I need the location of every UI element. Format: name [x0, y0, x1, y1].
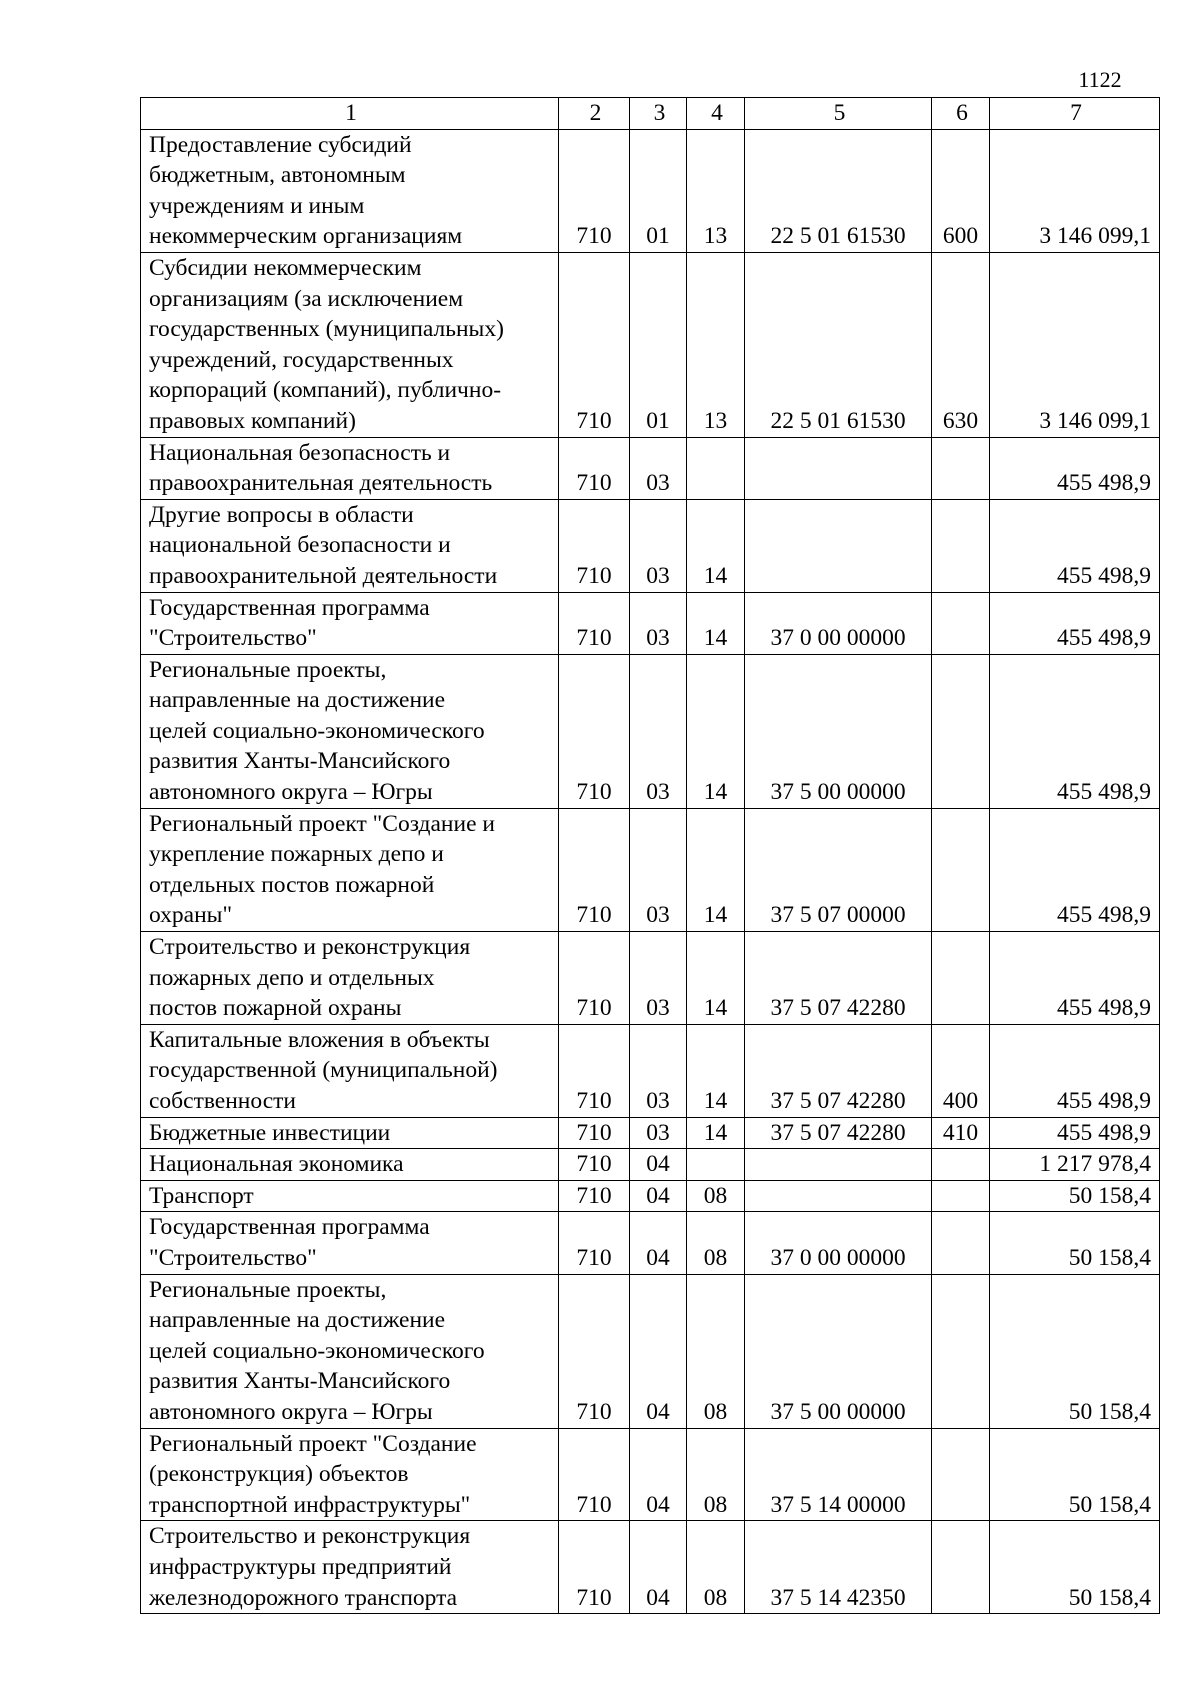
item-name-line: развития Ханты-Мансийского	[149, 748, 451, 775]
cell-item-name	[141, 1274, 559, 1428]
cell-amount: 455 498,9	[990, 592, 1160, 654]
cell-target-article	[745, 1180, 932, 1212]
table-row	[141, 654, 1160, 808]
cell-subsection-code: 14	[687, 932, 745, 1025]
table-row	[141, 592, 1160, 654]
item-name-line: Строительство и реконструкция	[149, 934, 471, 961]
cell-ministry-code: 710	[559, 654, 630, 808]
item-name-line: Государственная программа	[149, 1214, 430, 1241]
cell-subsection-code: 08	[687, 1274, 745, 1428]
cell-expense-type	[932, 499, 990, 592]
table-row	[141, 1180, 1160, 1212]
table-row	[141, 252, 1160, 437]
item-name-line: укрепление пожарных депо и	[149, 841, 444, 868]
item-name-line: правовых компаний)	[149, 407, 356, 434]
cell-section-code: 01	[630, 129, 687, 252]
item-name-line: Субсидии некоммерческим	[149, 254, 422, 281]
cell-target-article: 37 5 14 00000	[745, 1428, 932, 1521]
cell-ministry-code: 710	[559, 1428, 630, 1521]
item-name-line: организациям (за исключением	[149, 285, 464, 312]
cell-ministry-code: 710	[559, 129, 630, 252]
cell-ministry-code: 710	[559, 499, 630, 592]
column-header: 6	[932, 98, 990, 130]
column-header: 1	[141, 98, 559, 130]
column-header: 3	[630, 98, 687, 130]
item-name-line: "Строительство"	[149, 625, 317, 652]
cell-ministry-code: 710	[559, 808, 630, 931]
cell-subsection-code: 13	[687, 252, 745, 437]
cell-ministry-code: 710	[559, 1149, 630, 1181]
cell-ministry-code: 710	[559, 252, 630, 437]
item-name-line: учреждений, государственных	[149, 346, 454, 373]
item-name-line: постов пожарной охраны	[149, 995, 402, 1022]
cell-expense-type	[932, 1428, 990, 1521]
cell-target-article	[745, 1149, 932, 1181]
cell-amount: 50 158,4	[990, 1521, 1160, 1614]
item-name-line: автономного округа – Югры	[149, 779, 433, 806]
cell-item-name	[141, 129, 559, 252]
cell-expense-type: 600	[932, 129, 990, 252]
cell-amount: 455 498,9	[990, 808, 1160, 931]
cell-expense-type	[932, 1212, 990, 1274]
cell-expense-type: 630	[932, 252, 990, 437]
cell-amount: 1 217 978,4	[990, 1149, 1160, 1181]
cell-amount: 50 158,4	[990, 1274, 1160, 1428]
item-name-line: транспортной инфраструктуры"	[149, 1491, 471, 1518]
cell-target-article: 37 5 00 00000	[745, 654, 932, 808]
cell-target-article: 37 0 00 00000	[745, 1212, 932, 1274]
item-name-line: правоохранительной деятельности	[149, 562, 498, 589]
cell-section-code: 03	[630, 932, 687, 1025]
item-name-line: учреждениям и иным	[149, 192, 365, 219]
cell-section-code: 03	[630, 437, 687, 499]
item-name-line: бюджетным, автономным	[149, 162, 406, 189]
table-row	[141, 437, 1160, 499]
cell-item-name	[141, 1212, 559, 1274]
page-number: 1122	[1078, 67, 1122, 92]
item-name-line: направленные на достижение	[149, 1307, 446, 1334]
cell-expense-type	[932, 808, 990, 931]
table-row	[141, 499, 1160, 592]
item-name-line: корпораций (компаний), публично-	[149, 377, 502, 404]
cell-subsection-code	[687, 1149, 745, 1181]
cell-section-code: 04	[630, 1212, 687, 1274]
cell-expense-type	[932, 1521, 990, 1614]
table-row	[141, 1024, 1160, 1117]
cell-amount: 455 498,9	[990, 1117, 1160, 1149]
item-name-line: инфраструктуры предприятий	[149, 1553, 452, 1580]
cell-amount: 50 158,4	[990, 1428, 1160, 1521]
table-row	[141, 1212, 1160, 1274]
cell-section-code: 04	[630, 1149, 687, 1181]
cell-section-code: 03	[630, 592, 687, 654]
cell-item-name	[141, 654, 559, 808]
item-name-line: некоммерческим организациям	[149, 223, 463, 250]
cell-subsection-code: 14	[687, 592, 745, 654]
cell-section-code: 03	[630, 1024, 687, 1117]
cell-target-article: 37 5 07 42280	[745, 1117, 932, 1149]
item-name-line: Национальная экономика	[149, 1151, 404, 1178]
table-row	[141, 1149, 1160, 1181]
cell-item-name	[141, 252, 559, 437]
column-header: 4	[687, 98, 745, 130]
cell-subsection-code: 14	[687, 1117, 745, 1149]
cell-item-name	[141, 1149, 559, 1181]
cell-item-name	[141, 437, 559, 499]
item-name-line: национальной безопасности и	[149, 532, 451, 559]
cell-section-code: 04	[630, 1428, 687, 1521]
cell-expense-type	[932, 437, 990, 499]
item-name-line: Региональные проекты,	[149, 656, 387, 683]
table-header-row	[141, 98, 1160, 130]
cell-expense-type	[932, 932, 990, 1025]
item-name-line: государственных (муниципальных)	[149, 316, 504, 343]
cell-target-article	[745, 499, 932, 592]
cell-ministry-code: 710	[559, 1212, 630, 1274]
cell-expense-type	[932, 1274, 990, 1428]
cell-amount: 455 498,9	[990, 437, 1160, 499]
item-name-line: "Строительство"	[149, 1244, 317, 1271]
item-name-line: Региональный проект "Создание и	[149, 810, 495, 837]
item-name-line: Региональные проекты,	[149, 1276, 387, 1303]
cell-expense-type: 410	[932, 1117, 990, 1149]
cell-target-article: 37 5 07 00000	[745, 808, 932, 931]
budget-table-body	[141, 98, 1160, 1614]
item-name-line: автономного округа – Югры	[149, 1398, 433, 1425]
table-row	[141, 129, 1160, 252]
cell-subsection-code: 14	[687, 1024, 745, 1117]
cell-amount: 455 498,9	[990, 654, 1160, 808]
cell-section-code: 04	[630, 1274, 687, 1428]
item-name-line: железнодорожного транспорта	[149, 1584, 458, 1611]
cell-ministry-code: 710	[559, 1521, 630, 1614]
cell-ministry-code: 710	[559, 1024, 630, 1117]
item-name-line: направленные на достижение	[149, 687, 446, 714]
table-row	[141, 932, 1160, 1025]
cell-subsection-code	[687, 437, 745, 499]
cell-target-article: 37 5 00 00000	[745, 1274, 932, 1428]
item-name-line: целей социально-экономического	[149, 1337, 485, 1364]
item-name-line: охраны"	[149, 902, 233, 929]
cell-amount: 455 498,9	[990, 499, 1160, 592]
cell-item-name	[141, 499, 559, 592]
item-name-line: государственной (муниципальной)	[149, 1057, 498, 1084]
table-row	[141, 1521, 1160, 1614]
cell-target-article: 37 5 14 42350	[745, 1521, 932, 1614]
item-name-line: Строительство и реконструкция	[149, 1523, 471, 1550]
table-row	[141, 808, 1160, 931]
column-header: 2	[559, 98, 630, 130]
item-name-line: развития Ханты-Мансийского	[149, 1368, 451, 1395]
cell-ministry-code: 710	[559, 1274, 630, 1428]
table-row	[141, 1428, 1160, 1521]
item-name-line: собственности	[149, 1088, 296, 1114]
table-row	[141, 1274, 1160, 1428]
cell-subsection-code: 14	[687, 808, 745, 931]
cell-section-code: 03	[630, 654, 687, 808]
item-name-line: (реконструкция) объектов	[149, 1461, 409, 1488]
cell-subsection-code: 13	[687, 129, 745, 252]
cell-item-name	[141, 1117, 559, 1149]
cell-ministry-code: 710	[559, 932, 630, 1025]
item-name-line: Государственная программа	[149, 594, 430, 621]
cell-item-name	[141, 1180, 559, 1212]
cell-subsection-code: 08	[687, 1428, 745, 1521]
item-name-line: Национальная безопасность и	[149, 439, 451, 466]
cell-item-name	[141, 1428, 559, 1521]
cell-subsection-code: 08	[687, 1180, 745, 1212]
cell-section-code: 04	[630, 1521, 687, 1614]
cell-amount: 50 158,4	[990, 1180, 1160, 1212]
cell-section-code: 03	[630, 499, 687, 592]
item-name-line: Капитальные вложения в объекты	[149, 1026, 490, 1053]
cell-amount: 455 498,9	[990, 1024, 1160, 1117]
item-name-line: Другие вопросы в области	[149, 501, 414, 528]
cell-target-article: 37 0 00 00000	[745, 592, 932, 654]
cell-subsection-code: 14	[687, 499, 745, 592]
cell-item-name	[141, 1024, 559, 1117]
cell-section-code: 03	[630, 808, 687, 931]
cell-target-article: 22 5 01 61530	[745, 252, 932, 437]
cell-item-name	[141, 808, 559, 931]
item-name-line: Региональный проект "Создание	[149, 1430, 477, 1457]
cell-section-code: 01	[630, 252, 687, 437]
item-name-line: пожарных депо и отдельных	[149, 964, 435, 991]
cell-section-code: 03	[630, 1117, 687, 1149]
cell-target-article: 37 5 07 42280	[745, 932, 932, 1025]
cell-item-name	[141, 932, 559, 1025]
cell-amount: 455 498,9	[990, 932, 1160, 1025]
cell-expense-type	[932, 1180, 990, 1212]
cell-item-name	[141, 1521, 559, 1614]
cell-expense-type	[932, 654, 990, 808]
cell-amount: 3 146 099,1	[990, 129, 1160, 252]
cell-amount: 50 158,4	[990, 1212, 1160, 1274]
cell-target-article: 22 5 01 61530	[745, 129, 932, 252]
cell-expense-type	[932, 592, 990, 654]
cell-item-name	[141, 592, 559, 654]
item-name-line: отдельных постов пожарной	[149, 871, 435, 898]
item-name-line: Транспорт	[149, 1182, 254, 1209]
item-name-line: правоохранительная деятельность	[149, 470, 493, 497]
cell-target-article: 37 5 07 42280	[745, 1024, 932, 1117]
cell-subsection-code: 08	[687, 1521, 745, 1614]
cell-target-article	[745, 437, 932, 499]
cell-amount: 3 146 099,1	[990, 252, 1160, 437]
cell-ministry-code: 710	[559, 592, 630, 654]
item-name-line: Предоставление субсидий	[149, 131, 412, 158]
item-name-line: Бюджетные инвестиции	[149, 1119, 391, 1146]
cell-ministry-code: 710	[559, 1117, 630, 1149]
column-header: 5	[745, 98, 932, 130]
column-header: 7	[990, 98, 1160, 130]
cell-expense-type	[932, 1149, 990, 1181]
cell-subsection-code: 14	[687, 654, 745, 808]
cell-expense-type: 400	[932, 1024, 990, 1117]
cell-ministry-code: 710	[559, 437, 630, 499]
table-row	[141, 1117, 1160, 1149]
cell-section-code: 04	[630, 1180, 687, 1212]
cell-ministry-code: 710	[559, 1180, 630, 1212]
item-name-line: целей социально-экономического	[149, 717, 485, 744]
budget-table	[140, 97, 1160, 1614]
cell-subsection-code: 08	[687, 1212, 745, 1274]
